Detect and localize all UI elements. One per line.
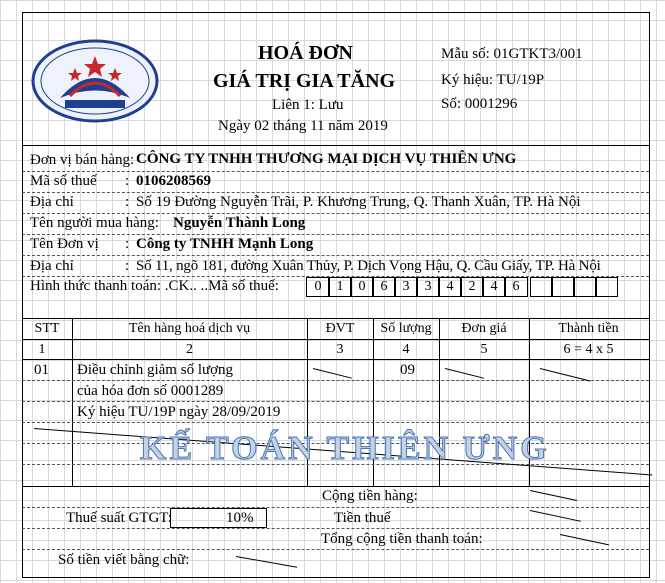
invoice-symbol: Ký hiệu: TU/19P xyxy=(441,72,545,88)
item-description-line: của hóa đơn số 0001289 xyxy=(77,383,224,399)
vat-rate-label: Thuế suất GTGT: xyxy=(66,510,172,526)
seller-tax-code: 0106208569 xyxy=(136,173,211,189)
col-number-6: 6 = 4 x 5 xyxy=(563,342,614,357)
item-stt: 01 xyxy=(34,362,49,378)
seller-address: Số 19 Đường Nguyễn Trãi, P. Khương Trung, Q. Thanh Xuân, TP. Hà Nội xyxy=(136,194,581,210)
tax-digit-box: 3 xyxy=(394,277,418,297)
col-number-1: 1 xyxy=(38,342,46,357)
row-divider xyxy=(22,528,649,529)
tax-box-empty xyxy=(552,277,574,297)
item-description-line: Ký hiệu TU/19P ngày 28/09/2019 xyxy=(77,404,281,420)
colon: : xyxy=(125,236,130,252)
tax-digit-box: 2 xyxy=(460,277,484,297)
tax-digit-box: 4 xyxy=(482,277,506,297)
seller-address-label: Địa chỉ xyxy=(30,194,74,210)
tax-digit-box: 0 xyxy=(306,277,330,297)
tax-box-empty xyxy=(574,277,596,297)
buyer-address-label: Địa chỉ xyxy=(30,258,74,274)
row-divider xyxy=(22,192,649,193)
tax-digit-box: 4 xyxy=(438,277,462,297)
table-number-bottom xyxy=(22,359,649,360)
colon: : xyxy=(125,258,130,274)
row-divider xyxy=(22,507,649,508)
form-number: Mẫu số: 01GTKT3/001 xyxy=(441,46,583,62)
header-stt: STT xyxy=(34,321,60,336)
col-number-5: 5 xyxy=(480,342,488,357)
table-top xyxy=(22,318,649,319)
tax-digit-box: 6 xyxy=(504,277,528,297)
amount-in-words-label: Số tiền viết bằng chữ: xyxy=(58,552,190,568)
vat-amount-label: Tiền thuế xyxy=(334,510,391,526)
row-divider xyxy=(22,549,649,550)
buyer-unit: Công ty TNHH Mạnh Long xyxy=(136,236,314,252)
tax-digit-box: 1 xyxy=(328,277,352,297)
row-divider xyxy=(22,171,649,172)
goods-total-label: Cộng tiền hàng: xyxy=(322,488,418,504)
company-seal-icon xyxy=(30,38,160,124)
grand-total-label: Tổng cộng tiền thanh toán: xyxy=(321,531,483,547)
header-unit: ĐVT xyxy=(325,321,355,336)
watermark: KẾ TOÁN THIÊN ƯNG xyxy=(140,430,550,467)
seller-name-label: Đơn vị bán hàng: xyxy=(30,152,135,168)
row-divider xyxy=(22,422,649,423)
header-amount: Thành tiền xyxy=(558,321,619,336)
row-divider xyxy=(22,401,649,402)
payment-label: Hình thức thanh toán: .CK.. ..Mã số thuế: xyxy=(30,278,279,294)
seller-name: CÔNG TY TNHH THƯƠNG MẠI DỊCH VỤ THIÊN ƯNG xyxy=(136,151,517,167)
buyer-unit-label: Tên Đơn vị xyxy=(30,236,99,252)
invoice-number: Số: 0001296 xyxy=(441,96,518,112)
buyer-name: Nguyễn Thành Long xyxy=(173,215,306,231)
invoice-date: Ngày 02 tháng 11 năm 2019 xyxy=(218,118,388,134)
item-description-line: Điều chỉnh giảm số lượng xyxy=(77,362,234,378)
buyer-label: Tên người mua hàng: xyxy=(30,215,159,231)
table-bottom xyxy=(22,486,649,487)
colon: : xyxy=(125,173,130,189)
col-number-4: 4 xyxy=(402,342,410,357)
row-divider xyxy=(22,255,649,256)
invoice-title: HOÁ ĐƠN xyxy=(258,42,353,64)
header-quantity: Số lượng xyxy=(380,321,432,336)
col-number-2: 2 xyxy=(186,342,193,357)
invoice-subtitle: GIÁ TRỊ GIA TĂNG xyxy=(213,70,396,92)
tax-box-empty xyxy=(530,277,552,297)
row-divider xyxy=(22,380,649,381)
copy-label: Liên 1: Lưu xyxy=(272,97,344,113)
vat-rate-value: 10% xyxy=(226,510,254,526)
row-divider xyxy=(22,213,649,214)
header-divider xyxy=(22,145,649,146)
tax-digit-box: 6 xyxy=(372,277,396,297)
tax-box-empty xyxy=(596,277,618,297)
tax-digit-box: 0 xyxy=(350,277,374,297)
header-description: Tên hàng hoá dịch vụ xyxy=(128,321,251,336)
buyer-address: Số 11, ngõ 181, đường Xuân Thủy, P. Dịch Vọng Hậu, Q. Cầu Giấy, TP. Hà Nội xyxy=(136,258,601,274)
tax-digit-box: 3 xyxy=(416,277,440,297)
table-header-bottom xyxy=(22,339,649,340)
col-number-3: 3 xyxy=(336,342,344,357)
header-unit-price: Đơn giá xyxy=(461,321,507,336)
seller-tax-label: Mã số thuế xyxy=(30,173,97,189)
item-quantity: 09 xyxy=(400,362,415,378)
row-divider xyxy=(22,234,649,235)
colon: : xyxy=(125,194,130,210)
